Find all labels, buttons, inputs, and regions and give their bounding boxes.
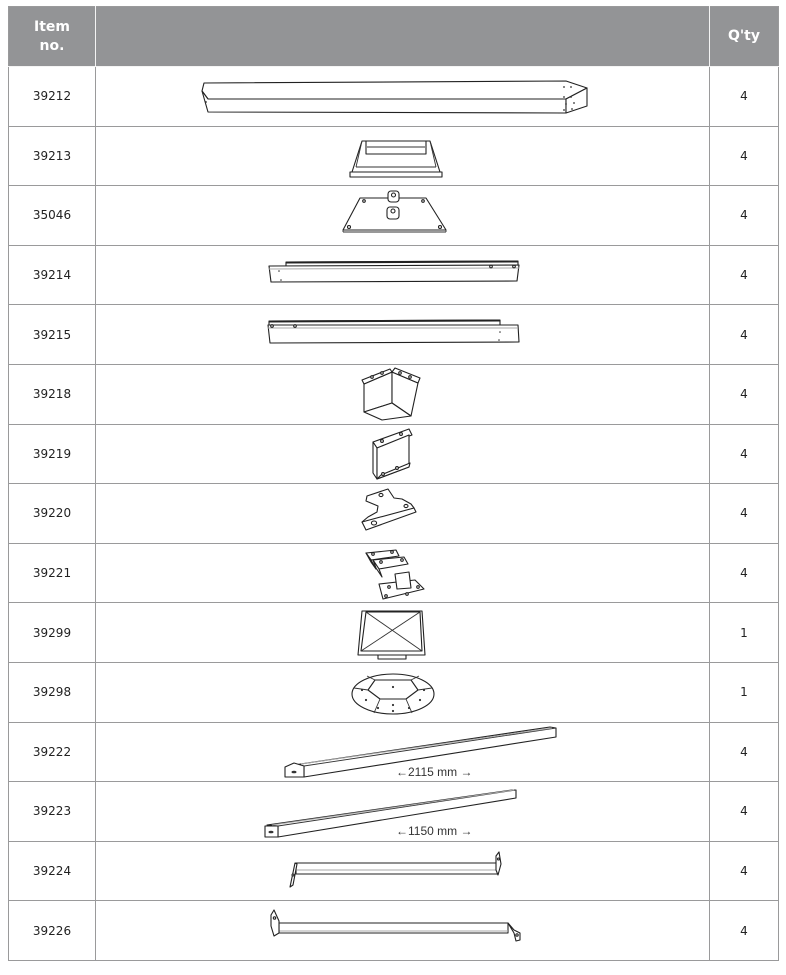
part-image-cell [96,424,710,484]
part-image-cell [96,67,710,127]
qty-cell: 4 [710,782,779,842]
header-item-no-line1: Item [34,18,70,35]
table-row [9,543,779,603]
item-no-cell: 39215 [9,305,96,365]
item-no-cell: 39222 [9,722,96,782]
base-plate-icon [96,186,710,246]
item-no-cell: 39220 [9,484,96,544]
post-base-cover-icon [96,127,710,187]
table-row [9,603,779,663]
table-row [9,245,779,305]
qty-cell: 4 [710,186,779,246]
qty-cell: 4 [710,901,779,961]
qty-cell: 4 [710,364,779,424]
part-image-cell [96,782,710,842]
table-row [9,305,779,365]
qty-cell: 1 [710,662,779,722]
parts-list-table [8,6,779,961]
part-image-cell [96,901,710,961]
item-no-cell: 39224 [9,841,96,901]
header-qty: Q'ty [710,7,779,67]
qty-cell: 1 [710,603,779,663]
pyramid-cap-icon [96,603,710,663]
item-no-cell: 39226 [9,901,96,961]
table-row [9,901,779,961]
table-row [9,782,779,842]
qty-cell: 4 [710,543,779,603]
qty-cell: 4 [710,722,779,782]
header-picture [96,7,710,67]
qty-cell: 4 [710,424,779,484]
table-row [9,126,779,186]
part-image-cell [96,305,710,365]
roof-hub-icon [96,663,710,723]
dimension-label: ←1150 mm → [396,824,473,839]
part-image-cell [96,543,710,603]
item-no-cell: 39221 [9,543,96,603]
part-image-cell [96,662,710,722]
header-item-no [9,7,96,67]
dimension-label: ←2115 mm → [396,764,473,779]
corner-bracket-icon [96,365,710,425]
item-no-cell: 39214 [9,245,96,305]
table-row [9,662,779,722]
item-no-cell: 39219 [9,424,96,484]
item-no-cell: 39213 [9,126,96,186]
item-no-cell: 39298 [9,662,96,722]
table-row [9,364,779,424]
item-no-cell: 35046 [9,186,96,246]
part-image-cell [96,186,710,246]
roof-rafter-long-icon [96,723,710,783]
channel-beam-icon [96,305,710,365]
part-image-cell [96,841,710,901]
hinged-bracket-icon [96,544,710,604]
table-row [9,484,779,544]
table-row [9,424,779,484]
qty-cell: 4 [710,126,779,186]
qty-cell: 4 [710,484,779,544]
offset-bracket-icon [96,484,710,544]
header-item-no-line2: no. [39,37,65,54]
long-square-post-icon [96,67,710,127]
part-image-cell [96,722,710,782]
tie-bar-icon [96,842,710,902]
table-row [9,186,779,246]
qty-cell: 4 [710,841,779,901]
table-row [9,722,779,782]
u-bracket-icon [96,425,710,485]
item-no-cell: 39223 [9,782,96,842]
table-row [9,67,779,127]
part-image-cell [96,603,710,663]
item-no-cell: 39299 [9,603,96,663]
roof-rafter-short-icon [96,782,710,842]
item-no-cell: 39218 [9,364,96,424]
part-image-cell [96,484,710,544]
table-header-row [9,7,779,67]
table-row [9,841,779,901]
item-no-cell: 39212 [9,67,96,127]
qty-cell: 4 [710,67,779,127]
qty-cell: 4 [710,245,779,305]
part-image-cell [96,364,710,424]
part-image-cell [96,126,710,186]
channel-beam-icon [96,246,710,306]
qty-cell: 4 [710,305,779,365]
tie-bar-icon [96,901,710,961]
part-image-cell [96,245,710,305]
